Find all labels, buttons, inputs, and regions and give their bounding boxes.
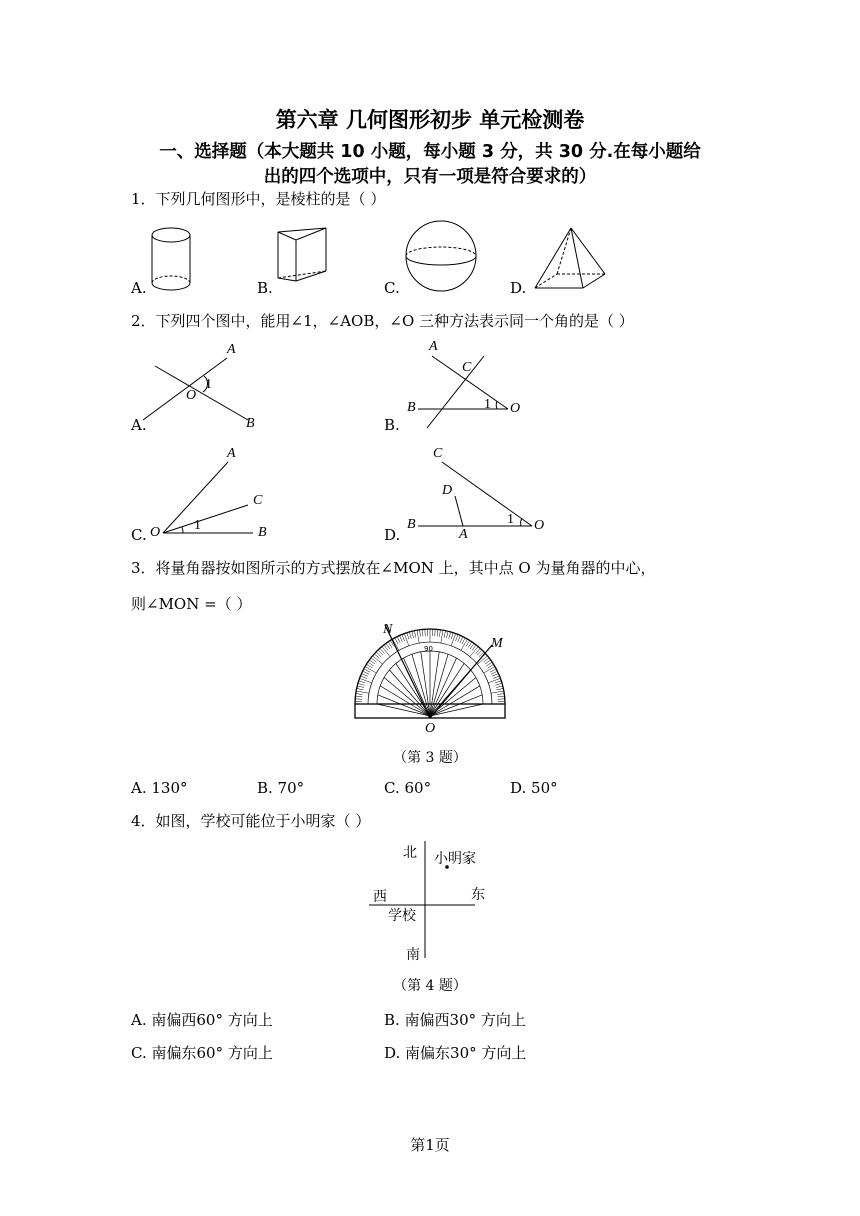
protractor-tick [357,686,364,688]
protractor-tick [397,637,400,643]
sphere-icon [405,220,479,294]
protractor-spoke [377,704,430,716]
protractor-tick [462,638,465,644]
protractor-tick [444,631,446,638]
q4-option-d: D. 南偏东30° 方向上 [384,1044,527,1062]
q3-label-o: O [425,721,436,736]
protractor-tick [468,642,472,648]
protractor-tick [441,630,443,643]
protractor-tick [447,631,449,638]
protractor-tick [497,688,504,690]
protractor-tick [356,694,363,695]
protractor-tick [365,667,376,674]
protractor-tick [358,683,365,685]
north-label: 北 [403,845,417,861]
q3-caption: （第 3 题） [393,750,467,766]
q2c-label-1: 1 [194,518,201,533]
q2d-label-o: O [534,518,545,533]
protractor-tick [460,637,463,643]
q2a-label-o: O [186,388,197,403]
q3-option-b: B. 70° [257,779,305,797]
q2c-label-a: A [227,446,236,461]
q3-option-c: C. 60° [384,779,432,797]
protractor-tick [361,676,368,679]
q2-option-d: D. [384,526,401,544]
q1-option-a: A. [131,279,147,297]
question-4-stem: 4．如图，学校可能位于小明家（ ） [131,812,371,830]
protractor-tick [409,632,411,639]
protractor-tick [362,674,368,677]
q2d-label-b: B [407,517,416,532]
q2a-label-b: B [246,416,255,431]
protractor-tick [402,635,405,642]
protractor-tick [495,683,502,685]
school-label: 学校 [388,908,416,924]
protractor-tick [490,669,496,672]
q2-option-b: B. [384,416,400,434]
protractor-tick [355,696,362,697]
q4-option-c: C. 南偏东60° 方向上 [131,1044,273,1062]
q3-label-n: N [383,622,393,637]
protractor-tick [458,636,461,642]
q4-caption: （第 4 题） [393,978,467,994]
q2d-label-d: D [442,483,453,498]
q1-option-c: C. [384,279,400,297]
q3-option-d: D. 50° [510,779,558,797]
protractor-tick [451,634,456,646]
page-number: 第1页 [410,1136,450,1154]
q2a-label-1: 1 [205,377,212,392]
protractor-spoke [378,695,430,716]
square-pyramid-icon [533,226,607,290]
protractor-tick [393,639,400,650]
protractor-tick [496,686,503,688]
protractor-tick [400,636,403,642]
home-label: 小明家 [434,851,476,867]
protractor-tick [364,669,370,672]
protractor-tick [420,630,421,637]
q2c-label-o: O [150,525,161,540]
page-title: 第六章 几何图形初步 单元检测卷 [275,108,585,132]
protractor-tick [486,662,492,666]
protractor-tick [359,681,366,683]
protractor-tick [491,691,504,693]
protractor-tick [497,694,504,695]
section-heading-line2: 出的四个选项中，只有一项是符合要求的） [263,167,597,187]
protractor-tick [357,688,364,690]
protractor-tick [449,632,451,639]
protractor-tick [440,630,441,637]
q2c-label-c: C [253,493,263,508]
protractor-tick [491,671,497,674]
q2d-label-1: 1 [507,512,514,527]
protractor-tick [425,629,426,636]
protractor-tick [404,634,409,646]
q4-option-b: B. 南偏西30° 方向上 [384,1011,526,1029]
protractor-tick [417,630,419,643]
protractor-tick [388,642,392,648]
question-3-stem-line2: 则∠MON =（ ） [131,595,252,613]
east-label: 东 [471,887,485,903]
west-label: 西 [373,889,387,905]
q2b-label-a: A [429,339,438,354]
protractor-tick [360,678,372,683]
question-1-stem: 1．下列几何图形中，是棱柱的是（ ） [131,190,386,208]
protractor-tick [363,671,369,674]
q2-option-c: C. [131,526,147,544]
protractor-tick [488,678,500,683]
question-3-stem-line1: 3．将量角器按如图所示的方式摆放在∠MON 上，其中点 O 为量角器的中心， [131,559,656,577]
protractor-tick [493,676,500,679]
protractor-tick [368,662,374,666]
protractor-tick [492,674,498,677]
compass-figure [0,0,1,1]
q3-label-m: M [491,636,503,651]
protractor-tick [355,699,362,700]
protractor-tick [356,691,369,693]
q2b-label-b: B [407,400,416,415]
q1-option-d: D. [510,279,527,297]
q2b-label-o: O [510,401,521,416]
cylinder-icon [150,226,195,294]
protractor-tick [495,681,502,683]
q3-option-a: A. 130° [131,779,188,797]
protractor-spoke [430,695,482,716]
q2d-label-c: C [433,446,443,461]
protractor-tick [466,640,470,646]
protractor-tick [498,699,505,700]
q2d-label-a: A [459,527,468,542]
q2b-label-c: C [462,360,472,375]
protractor-tick [414,631,416,638]
protractor-90-label: 90 [424,645,433,653]
protractor-tick [437,629,438,636]
q2c-label-b: B [258,525,267,540]
protractor-tick [456,635,459,642]
q4-option-a: A. 南偏西60° 方向上 [131,1011,273,1029]
protractor-spoke [430,663,464,716]
protractor-spoke [384,678,430,717]
protractor-tick [451,633,453,640]
q2-option-a: A. [131,416,147,434]
protractor-tick [412,631,414,638]
protractor-tick [435,629,436,636]
protractor-spoke [430,704,483,716]
section-heading-line1: 一、选择题（本大题共 10 小题，每小题 3 分，共 30 分.在每小题给 [159,142,701,162]
protractor-tick [461,639,468,650]
protractor-tick [407,633,409,640]
protractor-tick [395,638,398,644]
protractor-tick [498,696,505,697]
protractor-tick [422,629,423,636]
q2b-label-1: 1 [484,397,491,412]
triangular-prism-icon [276,226,336,286]
south-label: 南 [406,947,420,963]
question-2-stem: 2．下列四个图中，能用∠1，∠AOB，∠O 三种方法表示同一个角的是（ ） [131,312,634,330]
protractor-tick [488,664,494,668]
protractor-tick [484,667,495,674]
q2a-label-a: A [227,342,236,357]
protractor-tick [366,664,372,668]
q1-option-b: B. [257,279,273,297]
